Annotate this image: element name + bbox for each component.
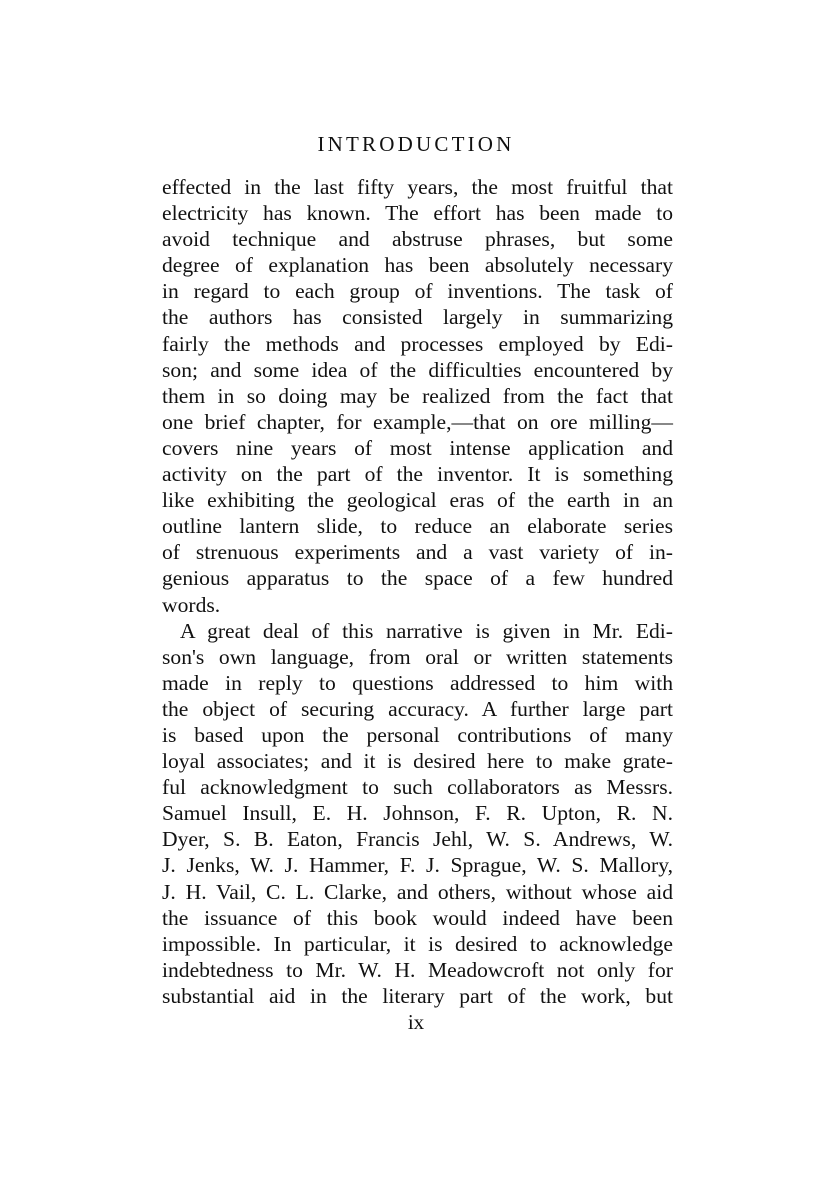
text-line: made in reply to questions addressed to him with: [162, 670, 673, 695]
text-line: is based upon the personal contributions of many: [162, 722, 673, 747]
text-line: J. Jenks, W. J. Hammer, F. J. Sprague, W. S. Mallory,: [162, 853, 673, 878]
text-line: like exhibiting the geological eras of the earth in an: [162, 488, 673, 513]
text-line: J. H. Vail, C. L. Clarke, and others, without whose aid: [162, 879, 673, 904]
text-line: substantial aid in the literary part of the work, but: [162, 983, 673, 1008]
text-line: fairly the methods and processes employed by Edi-: [162, 331, 673, 356]
text-line: avoid technique and abstruse phrases, but some: [162, 227, 673, 252]
text-line: A great deal of this narrative is given in Mr. Edi-: [180, 618, 673, 643]
text-line: activity on the part of the inventor. It is something: [162, 462, 673, 487]
text-line: outline lantern slide, to reduce an elaborate series: [162, 514, 673, 539]
text-line: Samuel Insull, E. H. Johnson, F. R. Upton, R. N.: [162, 801, 673, 826]
text-line: covers nine years of most intense application and: [162, 435, 673, 460]
text-line: in regard to each group of inventions. The task of: [162, 279, 673, 304]
text-line: loyal associates; and it is desired here to make grate-: [162, 749, 673, 774]
text-line: of strenuous experiments and a vast variety of in-: [162, 540, 673, 565]
text-line: degree of explanation has been absolutely necessary: [162, 253, 673, 278]
text-line: electricity has known. The effort has been made to: [162, 201, 673, 226]
text-line: son; and some idea of the difficulties encountered by: [162, 357, 673, 382]
text-line: the issuance of this book would indeed have been: [162, 905, 673, 930]
paragraph: [162, 174, 673, 618]
page-number: ix: [407, 1010, 425, 1034]
text-line: words.: [162, 592, 221, 617]
body-text: [162, 174, 673, 1009]
text-line: impossible. In particular, it is desired to acknowledge: [162, 931, 673, 956]
text-line: ful acknowledgment to such collaborators as Messrs.: [162, 775, 673, 800]
text-line: genious apparatus to the space of a few hundred: [162, 566, 673, 591]
text-line: one brief chapter, for example,—that on ore milling—: [162, 409, 673, 434]
text-line: son's own language, from oral or written statements: [162, 644, 673, 669]
text-line: effected in the last fifty years, the most fruitful that: [162, 175, 673, 199]
text-line: Dyer, S. B. Eaton, Francis Jehl, W. S. Andrews, W.: [162, 827, 673, 852]
paragraph: [162, 618, 673, 1009]
text-line: the object of securing accuracy. A further large part: [162, 696, 673, 721]
running-head: INTRODUCTION: [317, 132, 515, 156]
text-line: indebtedness to Mr. W. H. Meadowcroft not only for: [162, 957, 673, 982]
text-line: them in so doing may be realized from the fact that: [162, 383, 673, 408]
text-line: the authors has consisted largely in summarizing: [162, 305, 673, 330]
